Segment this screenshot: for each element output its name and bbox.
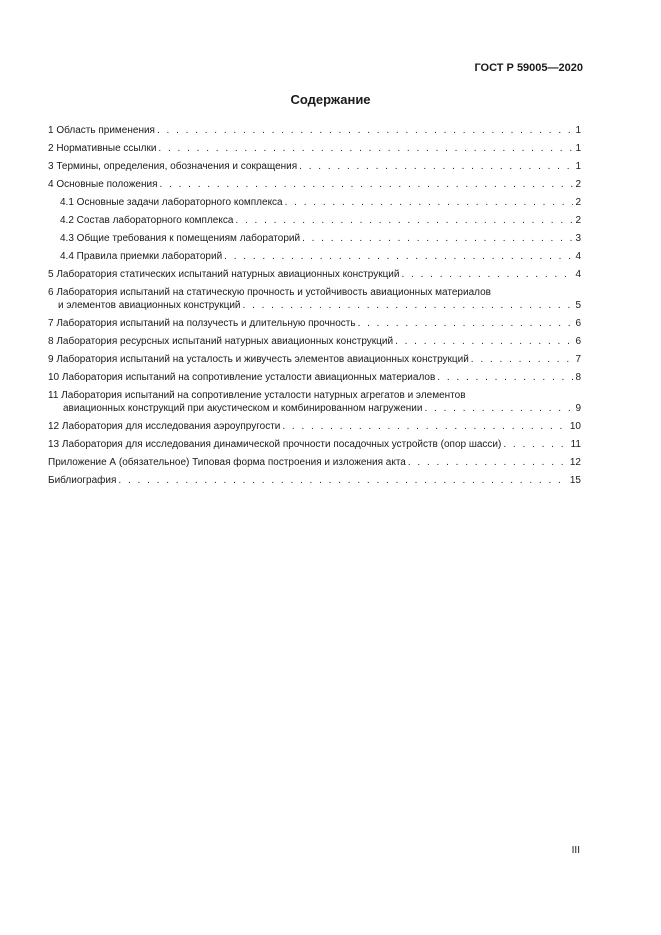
toc-entry-page: 1: [575, 125, 581, 136]
toc-entry-3[interactable]: [48, 160, 581, 173]
toc-entry-label: 8 Лаборатория ресурсных испытаний натурных авиационных конструкций: [48, 336, 394, 347]
toc-entry-page: 10: [569, 421, 581, 432]
toc-entry-label: 2 Нормативные ссылки: [48, 143, 157, 154]
toc-entry-label: 4.3 Общие требования к помещениям лабораторий: [60, 233, 301, 244]
toc-entry-4-2[interactable]: [48, 214, 581, 227]
document-code: ГОСТ Р 59005—2020: [474, 62, 583, 74]
toc-entry-10[interactable]: [48, 371, 581, 384]
toc-entry-5[interactable]: [48, 268, 581, 281]
toc-entry-11[interactable]: [48, 389, 581, 415]
toc-entry-page: 4: [575, 251, 581, 262]
toc-entry-label: 5 Лаборатория статических испытаний натурных авиационных конструкций: [48, 269, 400, 280]
toc-entry-page: 11: [570, 439, 581, 450]
toc-entry-page: 5: [575, 300, 581, 311]
toc-entry-label: 4.4 Правила приемки лабораторий: [60, 251, 223, 262]
toc-entry-label: 7 Лаборатория испытаний на ползучесть и длительную прочность: [48, 318, 356, 329]
toc-entry-label: 9 Лаборатория испытаний на усталость и живучесть элементов авиационных конструкций: [48, 354, 469, 365]
toc-entry-label: Приложение А (обязательное) Типовая форма построения и изложения акта: [48, 457, 406, 468]
toc-entry-7[interactable]: [48, 317, 581, 330]
toc-entry-label: 6 Лаборатория испытаний на статическую прочность и устойчивость авиационных материалов: [48, 287, 491, 298]
table-of-contents: [48, 124, 581, 492]
toc-entry-page: 9: [575, 403, 581, 414]
page-number: III: [571, 845, 580, 856]
toc-entry-page: 3: [575, 233, 581, 244]
toc-entry-label: 3 Термины, определения, обозначения и сокращения: [48, 161, 298, 172]
toc-entry-4[interactable]: [48, 178, 581, 191]
toc-entry-label: 4 Основные положения: [48, 179, 158, 190]
toc-entry-page: 2: [575, 179, 581, 190]
toc-entry-bibliography[interactable]: [48, 474, 581, 487]
toc-entry-page: 1: [575, 161, 581, 172]
toc-entry-12[interactable]: [48, 420, 581, 433]
toc-entry-2[interactable]: [48, 142, 581, 155]
toc-entry-4-3[interactable]: [48, 232, 581, 245]
toc-entry-page: 6: [575, 336, 581, 347]
toc-entry-page: 7: [575, 354, 581, 365]
toc-entry-label-continued: авиационных конструкций при акустическом и комбинированном нагружении: [63, 403, 423, 414]
toc-entry-label: 4.2 Состав лабораторного комплекса: [60, 215, 234, 226]
toc-entry-4-4[interactable]: [48, 250, 581, 263]
toc-entry-page: 12: [569, 457, 581, 468]
toc-entry-label: 4.1 Основные задачи лабораторного комплекса: [60, 197, 283, 208]
toc-entry-label: 10 Лаборатория испытаний на сопротивление усталости авиационных материалов: [48, 372, 436, 383]
toc-entry-page: 1: [575, 143, 581, 154]
toc-entry-page: 2: [575, 197, 581, 208]
toc-entry-8[interactable]: [48, 335, 581, 348]
toc-entry-label: 12 Лаборатория для исследования аэроупругости: [48, 421, 281, 432]
toc-entry-label: 1 Область применения: [48, 125, 155, 136]
toc-entry-4-1[interactable]: [48, 196, 581, 209]
toc-entry-page: 2: [575, 215, 581, 226]
toc-entry-label: 11 Лаборатория испытаний на сопротивление усталости натурных агрегатов и элементов: [48, 390, 466, 401]
toc-entry-1[interactable]: [48, 124, 581, 137]
toc-entry-13[interactable]: [48, 438, 581, 451]
toc-entry-9[interactable]: [48, 353, 581, 366]
toc-entry-label: Библиография: [48, 475, 117, 486]
toc-entry-page: 6: [575, 318, 581, 329]
toc-entry-page: 15: [569, 475, 581, 486]
toc-entry-page: 4: [575, 269, 581, 280]
toc-entry-6[interactable]: [48, 286, 581, 312]
toc-entry-appendix-a[interactable]: [48, 456, 581, 469]
toc-entry-page: 8: [575, 372, 581, 383]
toc-entry-label: 13 Лаборатория для исследования динамической прочности посадочных устройств (опор шасси): [48, 439, 502, 450]
toc-entry-label-continued: и элементов авиационных конструкций: [58, 300, 241, 311]
toc-title: Содержание: [290, 92, 371, 107]
